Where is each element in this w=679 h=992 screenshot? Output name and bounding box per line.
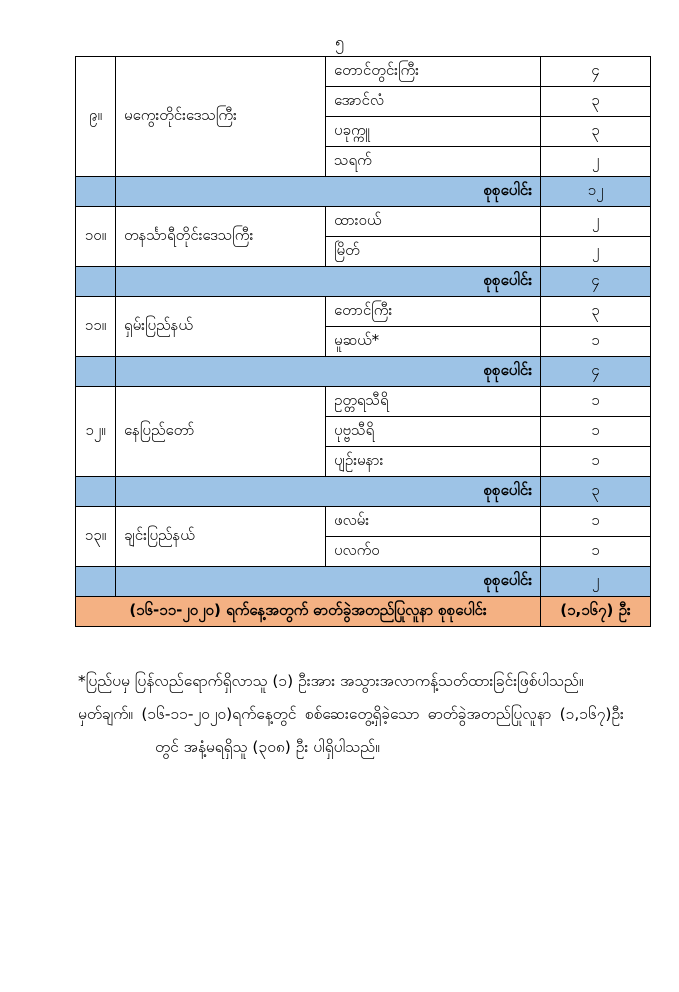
section-total-row: [76, 177, 651, 207]
section-total-count: ၃: [541, 477, 651, 507]
section-total-row: [76, 357, 651, 387]
section-total-count: ၁၂: [541, 177, 651, 207]
region-name: နေပြည်တော်: [116, 387, 326, 477]
case-count: ၃: [541, 87, 651, 117]
table-row: [76, 297, 651, 327]
section-total-count: ၂: [541, 567, 651, 597]
township-name: တောင်တွင်းကြီး: [326, 57, 541, 87]
case-count: ၄: [541, 57, 651, 87]
total-row-spacer: [76, 567, 116, 597]
footnote-remark-line2: တွင် အနံ့မရရှိသူ (၃၀၈) ဦး ပါရှိပါသည်။: [155, 738, 380, 757]
section-total-row: [76, 477, 651, 507]
total-label: စုစုပေါင်း: [116, 567, 541, 597]
section-total-row: [76, 267, 651, 297]
section-number: ၁၀။: [76, 207, 116, 267]
section-number: ၁၁။: [76, 297, 116, 357]
case-count: ၁: [541, 327, 651, 357]
table-row: [76, 207, 651, 237]
township-name: မူဆယ်*: [326, 327, 541, 357]
township-name: ပုဗ္ဗသီရိ: [326, 417, 541, 447]
region-name: ချင်းပြည်နယ်: [116, 507, 326, 567]
case-count: ၁: [541, 507, 651, 537]
grand-total-value: (၁,၁၆၇) ဦး: [541, 597, 651, 627]
region-name: မကွေးတိုင်းဒေသကြီး: [116, 57, 326, 177]
region-name: ရှမ်းပြည်နယ်: [116, 297, 326, 357]
section-total-row: [76, 567, 651, 597]
table-row: [76, 57, 651, 87]
total-row-spacer: [76, 477, 116, 507]
total-row-spacer: [76, 177, 116, 207]
total-label: စုစုပေါင်း: [116, 177, 541, 207]
footnote-remark-line1: မှတ်ချက်။ (၁၆-၁၁-၂၀၂၀)ရက်နေ့တွင် စစ်ဆေးတွေ့ရှိခဲ့သော ဓာတ်ခွဲအတည်ပြုလူနာ (၁,၁၆၇)ဦး: [78, 705, 624, 724]
total-label: စုစုပေါင်း: [116, 357, 541, 387]
grand-total-row: [76, 597, 651, 627]
section-total-count: ၄: [541, 357, 651, 387]
case-count: ၁: [541, 447, 651, 477]
case-count: ၁: [541, 387, 651, 417]
section-number: ၁၃။: [76, 507, 116, 567]
township-name: ပျဉ်းမနား: [326, 447, 541, 477]
case-count: ၃: [541, 297, 651, 327]
township-name: သရက်: [326, 147, 541, 177]
township-name: တောင်ကြီး: [326, 297, 541, 327]
township-name: ဥတ္တရသီရိ: [326, 387, 541, 417]
township-name: ထားဝယ်: [326, 207, 541, 237]
township-name: ဖလမ်း: [326, 507, 541, 537]
case-count: ၃: [541, 117, 651, 147]
case-count: ၂: [541, 147, 651, 177]
section-number: ၁၂။: [76, 387, 116, 477]
township-name: ပခုက္ကူ: [326, 117, 541, 147]
total-row-spacer: [76, 357, 116, 387]
township-name: ပလက်ဝ: [326, 537, 541, 567]
case-count: ၁: [541, 537, 651, 567]
township-name: အောင်လံ: [326, 87, 541, 117]
document-page: [0, 32, 679, 992]
case-count: ၂: [541, 207, 651, 237]
page-number: ၅: [335, 32, 344, 51]
total-row-spacer: [76, 267, 116, 297]
region-name: တနင်္သာရီတိုင်းဒေသကြီး: [116, 207, 326, 267]
section-total-count: ၄: [541, 267, 651, 297]
table-row: [76, 507, 651, 537]
grand-total-label: (၁၆-၁၁-၂၀၂၀) ရက်နေ့အတွက် ဓာတ်ခွဲအတည်ပြုလူနာ စုစုပေါင်း: [76, 597, 541, 627]
section-number: ၉။: [76, 57, 116, 177]
table-row: [76, 387, 651, 417]
total-label: စုစုပေါင်း: [116, 267, 541, 297]
covid-case-table: [75, 56, 651, 627]
case-count: ၂: [541, 237, 651, 267]
case-count: ၁: [541, 417, 651, 447]
footnotes: [78, 665, 624, 764]
township-name: မြိတ်: [326, 237, 541, 267]
footnote-imported-case: *ပြည်ပမှ ပြန်လည်ရောက်ရှိလာသူ (၁) ဦးအား အသွားအလာကန့်သတ်ထားခြင်းဖြစ်ပါသည်။: [78, 672, 584, 691]
total-label: စုစုပေါင်း: [116, 477, 541, 507]
